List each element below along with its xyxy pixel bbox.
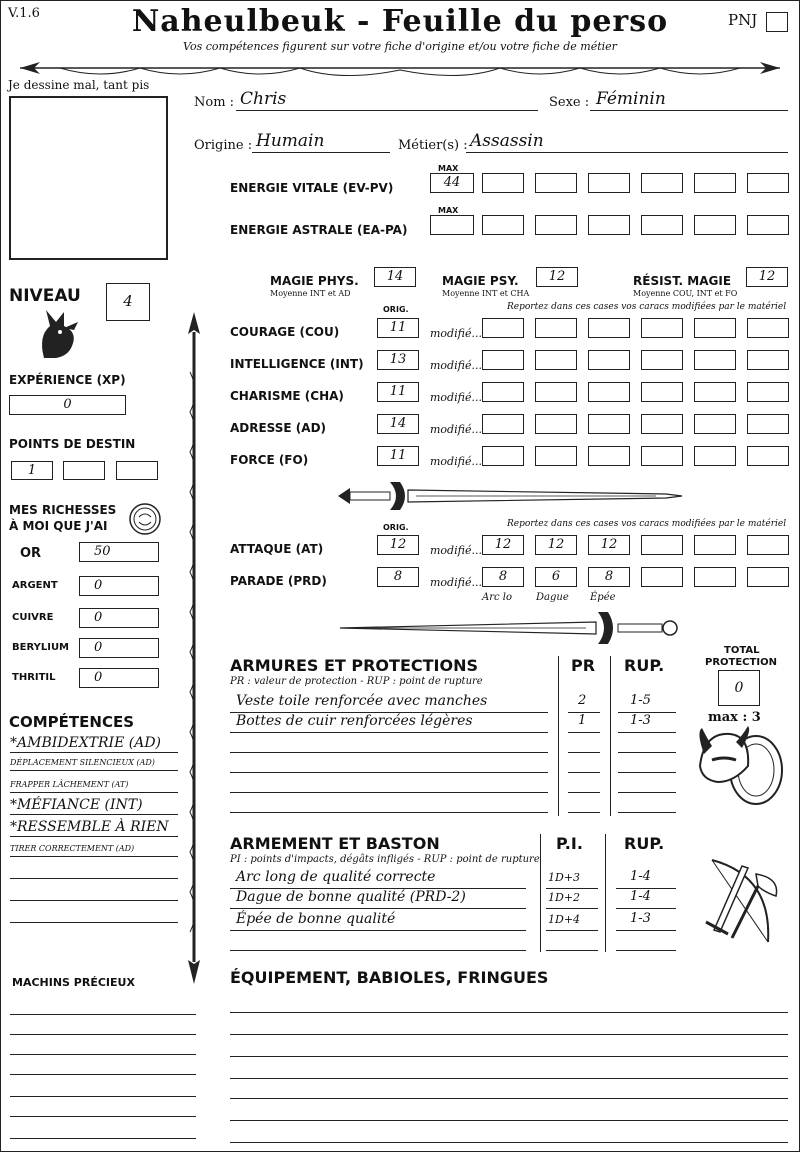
stat-mod-box[interactable] — [588, 318, 630, 338]
stat-modifie-label: modifié... — [430, 391, 482, 404]
parade-modifie-label: modifié... — [430, 576, 482, 589]
stat-mod-box[interactable] — [482, 350, 524, 370]
attaque-modifie-label: modifié... — [430, 544, 482, 557]
weapon-pi-line — [546, 888, 598, 889]
competence-item[interactable]: *AMBIDEXTRIE (AD) — [10, 734, 178, 753]
attaque-mod-box[interactable]: 12 — [535, 535, 577, 555]
competence-blank-line — [10, 900, 178, 901]
competence-blank-line — [10, 922, 178, 923]
stat-label: CHARISME (CHA) — [230, 389, 344, 403]
wealth-box[interactable]: 0 — [79, 668, 159, 688]
machins-line — [10, 1138, 196, 1139]
armor-pr-line — [568, 752, 600, 753]
armor-name-line — [230, 812, 548, 813]
equipement-line — [230, 1056, 788, 1057]
stats-note: Reportez dans ces cases vos caracs modifiées par le matériel — [507, 302, 787, 312]
magie-psy-box[interactable]: 12 — [536, 267, 578, 287]
nom-value[interactable]: Chris — [240, 89, 287, 109]
ea-max-box[interactable] — [430, 215, 474, 235]
weapon-name-line — [230, 930, 526, 931]
stat-mod-box[interactable] — [641, 446, 683, 466]
weapon-pi[interactable]: 1D+3 — [548, 871, 581, 884]
armor-pr-line — [568, 772, 600, 773]
armures-title: ARMURES ET PROTECTIONS — [230, 656, 478, 675]
destin-box-2[interactable] — [63, 461, 105, 480]
weapon-name-line — [230, 908, 526, 909]
armor-name-line — [230, 752, 548, 753]
weapon-name-line — [230, 950, 526, 951]
stat-mod-box[interactable] — [747, 318, 789, 338]
total-label-1: TOTAL — [724, 645, 760, 656]
machins-line — [10, 1054, 196, 1055]
armures-col-rup: RUP. — [624, 656, 665, 675]
ev-max-label: MAX — [438, 164, 459, 173]
wealth-label: BERYLIUM — [12, 642, 70, 653]
sexe-line — [590, 110, 788, 111]
armor-pr-line — [568, 792, 600, 793]
spear-icon — [180, 312, 210, 984]
equipement-line — [230, 1078, 788, 1079]
armor-name-line — [230, 792, 548, 793]
armures-col-pr: PR — [571, 656, 596, 675]
parade-orig-box[interactable]: 8 — [377, 567, 419, 587]
armement-col-pi: P.I. — [556, 834, 583, 853]
equipement-line — [230, 1012, 788, 1013]
sexe-label: Sexe : — [549, 95, 590, 110]
stat-mod-box[interactable] — [588, 414, 630, 434]
weapon-name[interactable]: Dague de bonne qualité (PRD-2) — [236, 889, 466, 905]
armement-col-rup: RUP. — [624, 834, 665, 853]
weapon-rup-line — [616, 908, 676, 909]
armures-note: PR : valeur de protection - RUP : point de rupture — [230, 676, 483, 687]
competence-item[interactable]: *RESSEMBLE À RIEN — [10, 818, 178, 837]
pnj-checkbox[interactable] — [766, 12, 788, 32]
stat-mod-box[interactable] — [482, 446, 524, 466]
parade-mod-box[interactable]: 8 — [588, 567, 630, 587]
parade-mod-box[interactable]: 8 — [482, 567, 524, 587]
sexe-value[interactable]: Féminin — [596, 89, 666, 109]
origine-label: Origine : — [194, 138, 253, 153]
stat-modifie-label: modifié... — [430, 423, 482, 436]
armor-pr[interactable]: 2 — [578, 693, 587, 708]
weapon-name[interactable]: Arc long de qualité correcte — [236, 869, 436, 885]
stat-mod-box[interactable] — [747, 446, 789, 466]
ea-track-box[interactable] — [535, 215, 577, 235]
nom-label: Nom : — [194, 95, 235, 110]
portrait-box[interactable] — [9, 96, 168, 260]
armor-rup-line — [618, 772, 676, 773]
stat-mod-box[interactable] — [694, 350, 736, 370]
ea-track-box[interactable] — [482, 215, 524, 235]
weapon-rup-line — [616, 950, 676, 951]
stat-mod-box[interactable] — [694, 318, 736, 338]
ev-track-box[interactable] — [747, 173, 789, 193]
stat-orig-box[interactable]: 11 — [377, 446, 419, 466]
equipement-line — [230, 1034, 788, 1035]
resist-magie-note: Moyenne COU, INT et FO — [633, 289, 738, 298]
ev-track-box[interactable] — [588, 173, 630, 193]
combat-note: Reportez dans ces cases vos caracs modifiées par le matériel — [507, 519, 787, 529]
stat-orig-box[interactable]: 13 — [377, 350, 419, 370]
stats-orig-label: ORIG. — [383, 305, 409, 314]
armor-rup-line — [618, 732, 676, 733]
attaque-mod-box[interactable]: 12 — [588, 535, 630, 555]
magie-phys-label: MAGIE PHYS. — [270, 274, 359, 288]
ev-max-box[interactable]: 44 — [430, 173, 474, 193]
richesses-label-2: À MOI QUE J'AI — [9, 519, 108, 533]
helmet-shield-icon — [694, 726, 786, 808]
stat-mod-box[interactable] — [535, 446, 577, 466]
armor-pr-line — [568, 812, 600, 813]
armor-name[interactable]: Veste toile renforcée avec manches — [236, 693, 488, 709]
attaque-label: ATTAQUE (AT) — [230, 542, 324, 556]
armement-note: PI : points d'impacts, dégâts infligés - RUP : point de rupture — [230, 854, 540, 865]
wealth-label: THRITIL — [12, 672, 56, 683]
sword-icon — [336, 610, 684, 646]
attaque-mod-box[interactable] — [747, 535, 789, 555]
sword-icon — [336, 478, 684, 514]
machins-line — [10, 1074, 196, 1075]
destin-box-3[interactable] — [116, 461, 158, 480]
metier-line — [466, 152, 788, 153]
armor-pr-line — [568, 732, 600, 733]
ea-label: ENERGIE ASTRALE (EA-PA) — [230, 223, 408, 237]
armor-rup[interactable]: 1-5 — [630, 693, 651, 708]
stat-label: FORCE (FO) — [230, 453, 309, 467]
ea-track-box[interactable] — [747, 215, 789, 235]
stat-mod-box[interactable] — [535, 350, 577, 370]
stat-mod-box[interactable] — [694, 414, 736, 434]
attaque-mod-box[interactable] — [641, 535, 683, 555]
machins-line — [10, 1116, 196, 1117]
magie-phys-box[interactable]: 14 — [374, 267, 416, 287]
stat-mod-box[interactable] — [747, 414, 789, 434]
competence-blank-line — [10, 878, 178, 879]
weapon-label-3: Épée — [590, 592, 616, 603]
richesses-label-1: MES RICHESSES — [9, 503, 117, 517]
coin-icon — [128, 502, 162, 536]
wealth-label: ARGENT — [12, 580, 58, 591]
ev-track-box[interactable] — [535, 173, 577, 193]
stat-mod-box[interactable] — [482, 318, 524, 338]
stat-mod-box[interactable] — [482, 414, 524, 434]
weapon-pi-line — [546, 950, 598, 951]
total-max-label: max : 3 — [708, 710, 761, 725]
competence-item[interactable]: DÉPLACEMENT SILENCIEUX (AD) — [10, 756, 178, 771]
stat-mod-box[interactable] — [588, 446, 630, 466]
resist-magie-label: RÉSIST. MAGIE — [633, 274, 732, 288]
weapon-name[interactable]: Épée de bonne qualité — [236, 911, 396, 927]
armor-name[interactable]: Bottes de cuir renforcées légères — [236, 713, 473, 729]
wealth-label: CUIVRE — [12, 612, 54, 623]
armor-name-line — [230, 732, 548, 733]
weapon-rup[interactable]: 1-4 — [630, 869, 651, 884]
armement-divider — [540, 834, 541, 952]
stat-orig-box[interactable]: 11 — [377, 382, 419, 402]
equipement-title: ÉQUIPEMENT, BABIOLES, FRINGUES — [230, 968, 549, 987]
metier-value[interactable]: Assassin — [470, 131, 544, 151]
weapons-icon — [692, 856, 788, 948]
niveau-label: NIVEAU — [9, 286, 81, 306]
stat-mod-box[interactable] — [747, 382, 789, 402]
wealth-box[interactable]: 50 — [79, 542, 159, 562]
armor-name-line — [230, 772, 548, 773]
weapon-rup-line — [616, 930, 676, 931]
machins-line — [10, 1096, 196, 1097]
wealth-box[interactable]: 0 — [79, 608, 159, 628]
resist-magie-box[interactable]: 12 — [746, 267, 788, 287]
destin-label: POINTS DE DESTIN — [9, 437, 136, 451]
stat-mod-box[interactable] — [641, 414, 683, 434]
stat-mod-box[interactable] — [641, 382, 683, 402]
weapon-pi[interactable]: 1D+4 — [548, 913, 581, 926]
armement-divider — [605, 834, 606, 952]
stat-mod-box[interactable] — [694, 382, 736, 402]
combat-orig-label: ORIG. — [383, 523, 409, 532]
stat-mod-box[interactable] — [641, 350, 683, 370]
ea-track-box[interactable] — [641, 215, 683, 235]
ev-track-box[interactable] — [641, 173, 683, 193]
stat-label: INTELLIGENCE (INT) — [230, 357, 364, 371]
stat-mod-box[interactable] — [588, 382, 630, 402]
stat-mod-box[interactable] — [747, 350, 789, 370]
stat-mod-box[interactable] — [641, 318, 683, 338]
equipement-line — [230, 1142, 788, 1143]
dragon-icon — [34, 306, 80, 360]
total-label-2: PROTECTION — [705, 657, 777, 668]
origine-value[interactable]: Humain — [256, 131, 325, 151]
competence-item[interactable]: *MÉFIANCE (INT) — [10, 796, 178, 815]
total-protection-box[interactable]: 0 — [718, 670, 760, 706]
weapon-pi[interactable]: 1D+2 — [548, 891, 581, 904]
wealth-box[interactable]: 0 — [79, 576, 159, 596]
competence-item[interactable]: FRAPPER LÂCHEMENT (AT) — [10, 778, 178, 793]
stat-modifie-label: modifié... — [430, 327, 482, 340]
stat-label: ADRESSE (AD) — [230, 421, 327, 435]
equipement-line — [230, 1120, 788, 1121]
stat-mod-box[interactable] — [535, 414, 577, 434]
armor-rup[interactable]: 1-3 — [630, 713, 651, 728]
armures-divider — [610, 656, 611, 816]
machins-line — [10, 1014, 196, 1015]
stat-modifie-label: modifié... — [430, 359, 482, 372]
version-label: V.1.6 — [8, 6, 40, 21]
armor-rup-line — [618, 792, 676, 793]
armement-title: ARMEMENT ET BASTON — [230, 834, 440, 853]
stat-label: COURAGE (COU) — [230, 325, 340, 339]
parade-mod-box[interactable]: 6 — [535, 567, 577, 587]
weapon-rup[interactable]: 1-3 — [630, 911, 651, 926]
stat-orig-box[interactable]: 11 — [377, 318, 419, 338]
ea-track-box[interactable] — [588, 215, 630, 235]
portrait-caption: Je dessine mal, tant pis — [8, 78, 150, 92]
stat-mod-box[interactable] — [482, 382, 524, 402]
attaque-mod-box[interactable] — [694, 535, 736, 555]
niveau-box[interactable]: 4 — [106, 283, 150, 321]
machins-line — [10, 1034, 196, 1035]
ea-track-box[interactable] — [694, 215, 736, 235]
wealth-box[interactable]: 0 — [79, 638, 159, 658]
machins-label: MACHINS PRÉCIEUX — [12, 976, 135, 989]
parade-mod-box[interactable] — [694, 567, 736, 587]
magie-psy-note: Moyenne INT et CHA — [442, 289, 530, 298]
parade-label: PARADE (PRD) — [230, 574, 327, 588]
metier-label: Métier(s) : — [398, 138, 468, 153]
equipement-line — [230, 1098, 788, 1099]
armures-divider — [558, 656, 559, 816]
ev-label: ENERGIE VITALE (EV-PV) — [230, 181, 394, 195]
armor-rup-line — [618, 812, 676, 813]
nom-line — [236, 110, 538, 111]
weapon-label-2: Dague — [536, 592, 569, 603]
armor-rup-line — [618, 752, 676, 753]
stat-mod-box[interactable] — [535, 382, 577, 402]
stat-mod-box[interactable] — [535, 318, 577, 338]
parade-mod-box[interactable] — [641, 567, 683, 587]
magie-phys-note: Moyenne INT et AD — [270, 289, 351, 298]
sheet-title: Naheulbeuk - Feuille du perso — [131, 4, 669, 39]
ea-max-label: MAX — [438, 206, 459, 215]
wealth-label: OR — [20, 546, 42, 561]
competences-label: COMPÉTENCES — [9, 713, 135, 731]
magie-psy-label: MAGIE PSY. — [442, 274, 519, 288]
stat-modifie-label: modifié... — [430, 455, 482, 468]
xp-label: EXPÉRIENCE (XP) — [9, 373, 126, 387]
weapon-rup[interactable]: 1-4 — [630, 889, 651, 904]
attaque-mod-box[interactable]: 12 — [482, 535, 524, 555]
armor-pr[interactable]: 1 — [578, 713, 587, 728]
attaque-orig-box[interactable]: 12 — [377, 535, 419, 555]
pnj-label: PNJ — [728, 11, 758, 29]
stat-mod-box[interactable] — [694, 446, 736, 466]
destin-box-1[interactable]: 1 — [11, 461, 53, 480]
sheet-subtitle: Vos compétences figurent sur votre fiche d'origine et/ou votre fiche de métier — [183, 40, 617, 53]
xp-box[interactable]: 0 — [9, 395, 126, 415]
weapon-pi-line — [546, 930, 598, 931]
ev-track-box[interactable] — [694, 173, 736, 193]
stat-orig-box[interactable]: 14 — [377, 414, 419, 434]
competence-item[interactable]: TIRER CORRECTEMENT (AD) — [10, 842, 178, 857]
parade-mod-box[interactable] — [747, 567, 789, 587]
origine-line — [252, 152, 390, 153]
ev-track-box[interactable] — [482, 173, 524, 193]
stat-mod-box[interactable] — [588, 350, 630, 370]
weapon-pi-line — [546, 908, 598, 909]
weapon-label-1: Arc lo — [482, 592, 512, 603]
